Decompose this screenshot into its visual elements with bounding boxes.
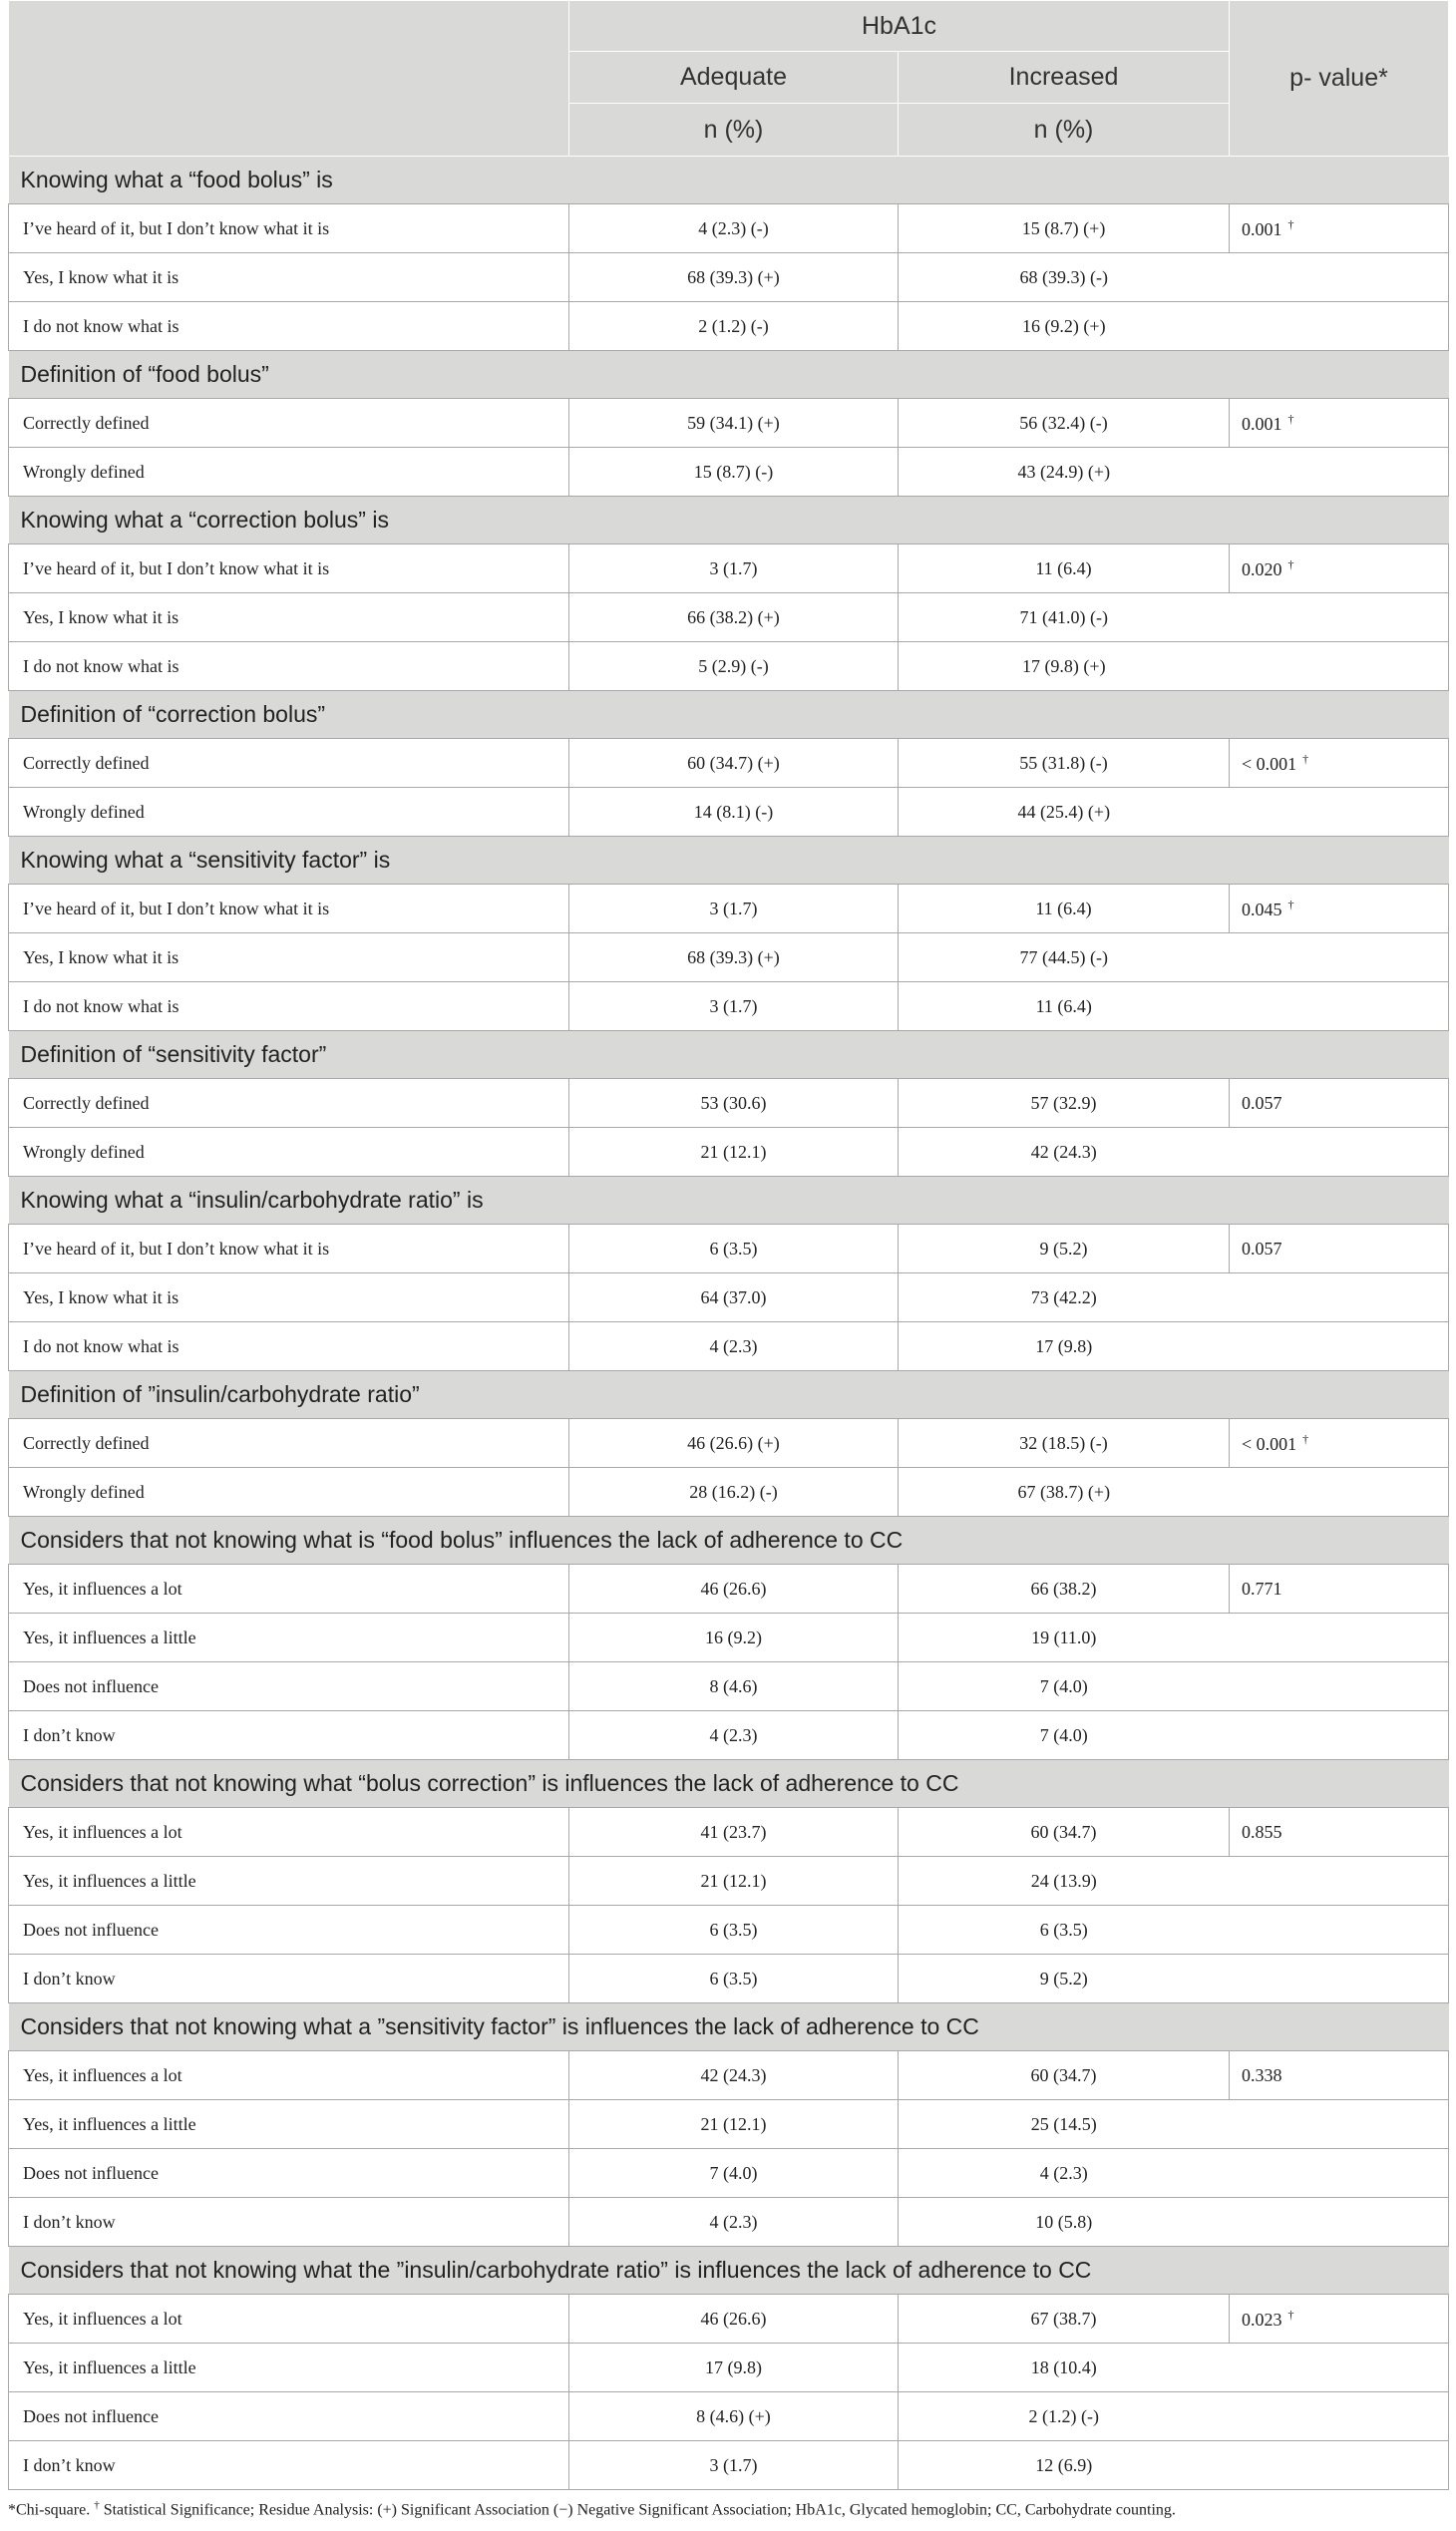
adequate-value: 3 (1.7) bbox=[569, 885, 899, 933]
results-table bbox=[8, 0, 1449, 2490]
pvalue-cell bbox=[1230, 885, 1449, 933]
row-label: Wrongly defined bbox=[9, 788, 569, 837]
section-header-row bbox=[9, 1371, 1449, 1419]
pvalue-text: < 0.001 bbox=[1242, 753, 1297, 774]
significance-dagger: † bbox=[1287, 2307, 1294, 2322]
adequate-value: 53 (30.6) bbox=[569, 1079, 899, 1128]
results-table-container bbox=[8, 0, 1448, 2490]
row-label: Yes, it influences a little bbox=[9, 2344, 569, 2392]
increased-value: 7 (4.0) bbox=[899, 1662, 1230, 1711]
row-label: I’ve heard of it, but I don’t know what it is bbox=[9, 885, 569, 933]
table-row bbox=[9, 399, 1449, 448]
significance-dagger: † bbox=[1302, 1431, 1309, 1446]
table-row bbox=[9, 739, 1449, 788]
section-title: Considers that not knowing what the ”insulin/carbohydrate ratio” is influences the lack of adherence to CC bbox=[9, 2247, 1449, 2295]
header-unit-increased: n (%) bbox=[899, 104, 1230, 157]
adequate-value: 46 (26.6) bbox=[569, 1565, 899, 1614]
section-title: Considers that not knowing what a ”sensitivity factor” is influences the lack of adherence to CC bbox=[9, 2003, 1449, 2051]
row-label: Yes, it influences a lot bbox=[9, 2295, 569, 2344]
increased-value: 15 (8.7) (+) bbox=[899, 204, 1230, 253]
header-blank bbox=[9, 1, 569, 157]
pvalue-text: 0.045 bbox=[1242, 899, 1282, 919]
row-label: I don’t know bbox=[9, 1711, 569, 1760]
table-row bbox=[9, 1614, 1449, 1662]
pvalue-empty bbox=[1230, 2344, 1449, 2392]
increased-value: 67 (38.7) (+) bbox=[899, 1468, 1230, 1517]
section-header-row bbox=[9, 2003, 1449, 2051]
significance-dagger: † bbox=[1287, 216, 1294, 231]
increased-value: 11 (6.4) bbox=[899, 885, 1230, 933]
significance-dagger: † bbox=[1302, 751, 1309, 766]
increased-value: 9 (5.2) bbox=[899, 1955, 1230, 2003]
table-body bbox=[9, 157, 1449, 2490]
pvalue-cell bbox=[1230, 544, 1449, 593]
header-pvalue: p- value* bbox=[1230, 1, 1449, 157]
row-label: Wrongly defined bbox=[9, 1468, 569, 1517]
increased-value: 42 (24.3) bbox=[899, 1128, 1230, 1177]
pvalue-empty bbox=[1230, 1711, 1449, 1760]
adequate-value: 66 (38.2) (+) bbox=[569, 593, 899, 642]
section-title: Definition of ”insulin/carbohydrate ratio” bbox=[9, 1371, 1449, 1419]
table-row bbox=[9, 1565, 1449, 1614]
footnote-dagger: † bbox=[94, 2499, 100, 2511]
adequate-value: 3 (1.7) bbox=[569, 982, 899, 1031]
section-header-row bbox=[9, 351, 1449, 399]
adequate-value: 64 (37.0) bbox=[569, 1273, 899, 1322]
pvalue-text: 0.338 bbox=[1242, 2064, 1282, 2085]
adequate-value: 3 (1.7) bbox=[569, 544, 899, 593]
section-title: Considers that not knowing what “bolus correction” is influences the lack of adherence to CC bbox=[9, 1760, 1449, 1808]
adequate-value: 68 (39.3) (+) bbox=[569, 933, 899, 982]
footnote-chi-square: *Chi-square. bbox=[8, 2501, 91, 2519]
adequate-value: 21 (12.1) bbox=[569, 1857, 899, 1906]
pvalue-empty bbox=[1230, 448, 1449, 497]
section-header-row bbox=[9, 157, 1449, 204]
row-label: I’ve heard of it, but I don’t know what it is bbox=[9, 1225, 569, 1273]
pvalue-empty bbox=[1230, 302, 1449, 351]
row-label: I don’t know bbox=[9, 1955, 569, 2003]
table-row bbox=[9, 2149, 1449, 2198]
pvalue-empty bbox=[1230, 1468, 1449, 1517]
table-row bbox=[9, 1808, 1449, 1857]
significance-dagger: † bbox=[1287, 556, 1294, 571]
section-title: Definition of “correction bolus” bbox=[9, 691, 1449, 739]
row-label: I’ve heard of it, but I don’t know what it is bbox=[9, 544, 569, 593]
table-row bbox=[9, 1419, 1449, 1468]
adequate-value: 8 (4.6) (+) bbox=[569, 2392, 899, 2441]
increased-value: 60 (34.7) bbox=[899, 2051, 1230, 2100]
increased-value: 73 (42.2) bbox=[899, 1273, 1230, 1322]
pvalue-empty bbox=[1230, 1322, 1449, 1371]
significance-dagger: † bbox=[1287, 897, 1294, 911]
increased-value: 19 (11.0) bbox=[899, 1614, 1230, 1662]
increased-value: 77 (44.5) (-) bbox=[899, 933, 1230, 982]
row-label: Yes, I know what it is bbox=[9, 253, 569, 302]
table-row bbox=[9, 2100, 1449, 2149]
table-row bbox=[9, 544, 1449, 593]
row-label: Yes, I know what it is bbox=[9, 933, 569, 982]
pvalue-cell bbox=[1230, 739, 1449, 788]
adequate-value: 21 (12.1) bbox=[569, 1128, 899, 1177]
increased-value: 11 (6.4) bbox=[899, 544, 1230, 593]
increased-value: 56 (32.4) (-) bbox=[899, 399, 1230, 448]
pvalue-empty bbox=[1230, 788, 1449, 837]
adequate-value: 21 (12.1) bbox=[569, 2100, 899, 2149]
adequate-value: 5 (2.9) (-) bbox=[569, 642, 899, 691]
adequate-value: 4 (2.3) bbox=[569, 1711, 899, 1760]
increased-value: 57 (32.9) bbox=[899, 1079, 1230, 1128]
header-adequate: Adequate bbox=[569, 52, 899, 104]
row-label: Correctly defined bbox=[9, 739, 569, 788]
table-row bbox=[9, 1711, 1449, 1760]
table-row bbox=[9, 2295, 1449, 2344]
increased-value: 4 (2.3) bbox=[899, 2149, 1230, 2198]
pvalue-empty bbox=[1230, 1906, 1449, 1955]
pvalue-cell bbox=[1230, 1079, 1449, 1128]
increased-value: 60 (34.7) bbox=[899, 1808, 1230, 1857]
pvalue-empty bbox=[1230, 1128, 1449, 1177]
row-label: I don’t know bbox=[9, 2441, 569, 2490]
table-row bbox=[9, 2392, 1449, 2441]
section-header-row bbox=[9, 691, 1449, 739]
pvalue-empty bbox=[1230, 642, 1449, 691]
table-row bbox=[9, 1468, 1449, 1517]
adequate-value: 4 (2.3) bbox=[569, 2198, 899, 2247]
increased-value: 7 (4.0) bbox=[899, 1711, 1230, 1760]
row-label: I do not know what is bbox=[9, 302, 569, 351]
increased-value: 11 (6.4) bbox=[899, 982, 1230, 1031]
table-row bbox=[9, 2344, 1449, 2392]
adequate-value: 2 (1.2) (-) bbox=[569, 302, 899, 351]
adequate-value: 6 (3.5) bbox=[569, 1906, 899, 1955]
row-label: Correctly defined bbox=[9, 399, 569, 448]
pvalue-text: 0.771 bbox=[1242, 1578, 1282, 1599]
increased-value: 17 (9.8) (+) bbox=[899, 642, 1230, 691]
table-row bbox=[9, 302, 1449, 351]
pvalue-text: 0.057 bbox=[1242, 1238, 1282, 1259]
pvalue-cell bbox=[1230, 2295, 1449, 2344]
adequate-value: 8 (4.6) bbox=[569, 1662, 899, 1711]
table-row bbox=[9, 1955, 1449, 2003]
pvalue-cell bbox=[1230, 399, 1449, 448]
adequate-value: 14 (8.1) (-) bbox=[569, 788, 899, 837]
pvalue-empty bbox=[1230, 2100, 1449, 2149]
adequate-value: 4 (2.3) (-) bbox=[569, 204, 899, 253]
table-row bbox=[9, 1906, 1449, 1955]
table-row bbox=[9, 788, 1449, 837]
section-title: Knowing what a “insulin/carbohydrate ratio” is bbox=[9, 1177, 1449, 1225]
row-label: Does not influence bbox=[9, 1906, 569, 1955]
increased-value: 12 (6.9) bbox=[899, 2441, 1230, 2490]
row-label: I do not know what is bbox=[9, 642, 569, 691]
row-label: Correctly defined bbox=[9, 1419, 569, 1468]
table-row bbox=[9, 1857, 1449, 1906]
table-row bbox=[9, 1322, 1449, 1371]
header-increased: Increased bbox=[899, 52, 1230, 104]
pvalue-text: 0.855 bbox=[1242, 1821, 1282, 1842]
table-row bbox=[9, 448, 1449, 497]
section-title: Knowing what a “sensitivity factor” is bbox=[9, 837, 1449, 885]
increased-value: 17 (9.8) bbox=[899, 1322, 1230, 1371]
table-row bbox=[9, 2198, 1449, 2247]
table-row bbox=[9, 933, 1449, 982]
adequate-value: 28 (16.2) (-) bbox=[569, 1468, 899, 1517]
section-header-row bbox=[9, 1177, 1449, 1225]
table-header bbox=[9, 1, 1449, 157]
adequate-value: 16 (9.2) bbox=[569, 1614, 899, 1662]
row-label: I’ve heard of it, but I don’t know what it is bbox=[9, 204, 569, 253]
adequate-value: 68 (39.3) (+) bbox=[569, 253, 899, 302]
pvalue-cell bbox=[1230, 2051, 1449, 2100]
header-hba1c: HbA1c bbox=[569, 1, 1230, 52]
row-label: Correctly defined bbox=[9, 1079, 569, 1128]
table-row bbox=[9, 253, 1449, 302]
footnote-text: Statistical Significance; Residue Analysis: (+) Significant Association (−) Negative Significant Association; HbA1c, Glycated hemoglobin; CC, Carbohydrate counting. bbox=[103, 2501, 1176, 2519]
pvalue-text: 0.020 bbox=[1242, 558, 1282, 579]
section-header-row bbox=[9, 1517, 1449, 1565]
increased-value: 32 (18.5) (-) bbox=[899, 1419, 1230, 1468]
header-unit-adequate: n (%) bbox=[569, 104, 899, 157]
increased-value: 18 (10.4) bbox=[899, 2344, 1230, 2392]
pvalue-empty bbox=[1230, 2441, 1449, 2490]
section-header-row bbox=[9, 1031, 1449, 1079]
increased-value: 68 (39.3) (-) bbox=[899, 253, 1230, 302]
table-row bbox=[9, 1273, 1449, 1322]
adequate-value: 17 (9.8) bbox=[569, 2344, 899, 2392]
table-row bbox=[9, 204, 1449, 253]
pvalue-text: 0.023 bbox=[1242, 2309, 1282, 2330]
pvalue-text: 0.001 bbox=[1242, 413, 1282, 434]
adequate-value: 4 (2.3) bbox=[569, 1322, 899, 1371]
table-row bbox=[9, 593, 1449, 642]
row-label: Does not influence bbox=[9, 2149, 569, 2198]
pvalue-empty bbox=[1230, 2198, 1449, 2247]
pvalue-empty bbox=[1230, 593, 1449, 642]
pvalue-empty bbox=[1230, 982, 1449, 1031]
table-row bbox=[9, 642, 1449, 691]
table-footnote bbox=[8, 2499, 1176, 2519]
increased-value: 16 (9.2) (+) bbox=[899, 302, 1230, 351]
pvalue-cell bbox=[1230, 204, 1449, 253]
section-title: Considers that not knowing what is “food bolus” influences the lack of adherence to CC bbox=[9, 1517, 1449, 1565]
table-row bbox=[9, 885, 1449, 933]
increased-value: 44 (25.4) (+) bbox=[899, 788, 1230, 837]
pvalue-empty bbox=[1230, 2392, 1449, 2441]
pvalue-empty bbox=[1230, 1955, 1449, 2003]
row-label: Yes, it influences a little bbox=[9, 1857, 569, 1906]
section-title: Definition of “food bolus” bbox=[9, 351, 1449, 399]
pvalue-text: < 0.001 bbox=[1242, 1433, 1297, 1454]
pvalue-empty bbox=[1230, 2149, 1449, 2198]
table-row bbox=[9, 982, 1449, 1031]
adequate-value: 46 (26.6) bbox=[569, 2295, 899, 2344]
adequate-value: 3 (1.7) bbox=[569, 2441, 899, 2490]
increased-value: 6 (3.5) bbox=[899, 1906, 1230, 1955]
table-row bbox=[9, 2441, 1449, 2490]
pvalue-empty bbox=[1230, 1857, 1449, 1906]
row-label: Yes, it influences a lot bbox=[9, 2051, 569, 2100]
pvalue-empty bbox=[1230, 1273, 1449, 1322]
pvalue-cell bbox=[1230, 1808, 1449, 1857]
increased-value: 25 (14.5) bbox=[899, 2100, 1230, 2149]
adequate-value: 42 (24.3) bbox=[569, 2051, 899, 2100]
row-label: I do not know what is bbox=[9, 1322, 569, 1371]
pvalue-empty bbox=[1230, 253, 1449, 302]
section-title: Definition of “sensitivity factor” bbox=[9, 1031, 1449, 1079]
row-label: Does not influence bbox=[9, 2392, 569, 2441]
increased-value: 71 (41.0) (-) bbox=[899, 593, 1230, 642]
row-label: Wrongly defined bbox=[9, 448, 569, 497]
row-label: Yes, it influences a lot bbox=[9, 1808, 569, 1857]
row-label: I do not know what is bbox=[9, 982, 569, 1031]
row-label: Yes, it influences a lot bbox=[9, 1565, 569, 1614]
row-label: Wrongly defined bbox=[9, 1128, 569, 1177]
table-row bbox=[9, 1662, 1449, 1711]
section-header-row bbox=[9, 837, 1449, 885]
table-row bbox=[9, 1128, 1449, 1177]
increased-value: 67 (38.7) bbox=[899, 2295, 1230, 2344]
row-label: Does not influence bbox=[9, 1662, 569, 1711]
adequate-value: 15 (8.7) (-) bbox=[569, 448, 899, 497]
significance-dagger: † bbox=[1287, 411, 1294, 426]
pvalue-cell bbox=[1230, 1419, 1449, 1468]
table-row bbox=[9, 1225, 1449, 1273]
pvalue-text: 0.001 bbox=[1242, 218, 1282, 239]
adequate-value: 6 (3.5) bbox=[569, 1225, 899, 1273]
increased-value: 66 (38.2) bbox=[899, 1565, 1230, 1614]
row-label: Yes, I know what it is bbox=[9, 1273, 569, 1322]
increased-value: 2 (1.2) (-) bbox=[899, 2392, 1230, 2441]
section-header-row bbox=[9, 2247, 1449, 2295]
adequate-value: 46 (26.6) (+) bbox=[569, 1419, 899, 1468]
row-label: I don’t know bbox=[9, 2198, 569, 2247]
adequate-value: 7 (4.0) bbox=[569, 2149, 899, 2198]
pvalue-empty bbox=[1230, 933, 1449, 982]
adequate-value: 41 (23.7) bbox=[569, 1808, 899, 1857]
pvalue-empty bbox=[1230, 1614, 1449, 1662]
section-header-row bbox=[9, 1760, 1449, 1808]
adequate-value: 60 (34.7) (+) bbox=[569, 739, 899, 788]
section-title: Knowing what a “correction bolus” is bbox=[9, 497, 1449, 544]
increased-value: 24 (13.9) bbox=[899, 1857, 1230, 1906]
pvalue-cell bbox=[1230, 1565, 1449, 1614]
increased-value: 55 (31.8) (-) bbox=[899, 739, 1230, 788]
pvalue-cell bbox=[1230, 1225, 1449, 1273]
increased-value: 10 (5.8) bbox=[899, 2198, 1230, 2247]
pvalue-empty bbox=[1230, 1662, 1449, 1711]
row-label: Yes, it influences a little bbox=[9, 1614, 569, 1662]
section-header-row bbox=[9, 497, 1449, 544]
adequate-value: 6 (3.5) bbox=[569, 1955, 899, 2003]
pvalue-text: 0.057 bbox=[1242, 1092, 1282, 1113]
increased-value: 9 (5.2) bbox=[899, 1225, 1230, 1273]
table-row bbox=[9, 2051, 1449, 2100]
section-title: Knowing what a “food bolus” is bbox=[9, 157, 1449, 204]
table-row bbox=[9, 1079, 1449, 1128]
increased-value: 43 (24.9) (+) bbox=[899, 448, 1230, 497]
row-label: Yes, I know what it is bbox=[9, 593, 569, 642]
adequate-value: 59 (34.1) (+) bbox=[569, 399, 899, 448]
row-label: Yes, it influences a little bbox=[9, 2100, 569, 2149]
